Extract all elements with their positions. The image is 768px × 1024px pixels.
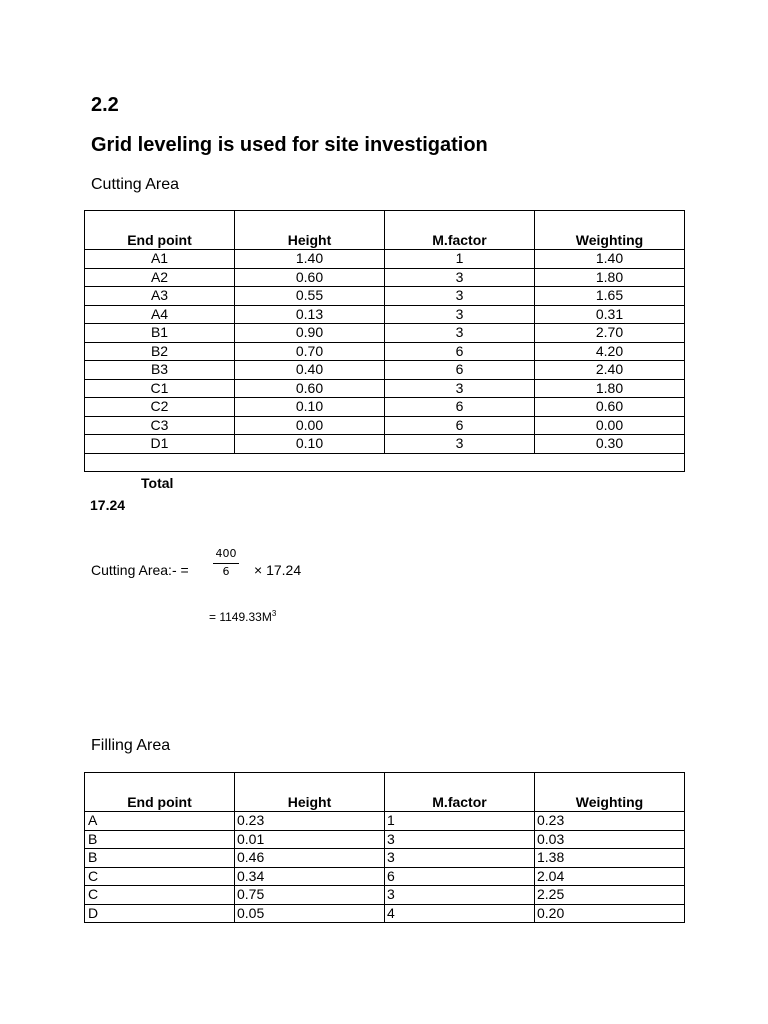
cell-height: 0.23	[235, 812, 385, 831]
column-header-end-point: End point	[85, 211, 235, 250]
cell-weighting: 1.38	[535, 849, 685, 868]
column-header-m-factor: M.factor	[385, 211, 535, 250]
cell-weighting: 0.30	[535, 435, 685, 454]
cell-weighting: 0.20	[535, 904, 685, 923]
total-label: Total	[141, 474, 174, 491]
table-row	[85, 849, 685, 868]
cell-end-point: A3	[85, 287, 235, 306]
cell-end-point: C3	[85, 416, 235, 435]
cell-m-factor: 3	[385, 305, 535, 324]
cell-end-point: D1	[85, 435, 235, 454]
cell-weighting: 2.40	[535, 361, 685, 380]
cell-weighting: 2.04	[535, 867, 685, 886]
cell-end-point: C2	[85, 398, 235, 417]
cell-m-factor: 6	[385, 867, 535, 886]
cell-weighting: 4.20	[535, 342, 685, 361]
table-row	[85, 324, 685, 343]
cutting-table-body	[85, 250, 685, 454]
filling-area-table	[84, 772, 685, 923]
table-row	[85, 886, 685, 905]
total-row	[85, 453, 685, 472]
cell-height: 0.34	[235, 867, 385, 886]
cell-weighting: 1.65	[535, 287, 685, 306]
cell-end-point: A	[85, 812, 235, 831]
table-row	[85, 305, 685, 324]
cell-weighting: 0.03	[535, 830, 685, 849]
cell-m-factor: 3	[385, 830, 535, 849]
cell-height: 0.60	[235, 379, 385, 398]
cell-weighting: 1.80	[535, 268, 685, 287]
cell-m-factor: 3	[385, 886, 535, 905]
table-row	[85, 867, 685, 886]
cell-end-point: B3	[85, 361, 235, 380]
cell-end-point: B1	[85, 324, 235, 343]
cell-height: 0.90	[235, 324, 385, 343]
cell-m-factor: 3	[385, 435, 535, 454]
cell-height: 0.10	[235, 398, 385, 417]
cell-end-point: A2	[85, 268, 235, 287]
cell-end-point: C1	[85, 379, 235, 398]
cell-end-point: B2	[85, 342, 235, 361]
cell-weighting: 2.25	[535, 886, 685, 905]
fraction-denominator: 6	[222, 565, 230, 578]
cell-weighting: 0.00	[535, 416, 685, 435]
filling-table-body	[85, 812, 685, 923]
cell-height: 0.46	[235, 849, 385, 868]
cell-height: 0.05	[235, 904, 385, 923]
column-header-weighting: Weighting	[535, 211, 685, 250]
column-header-m-factor: M.factor	[385, 773, 535, 812]
total-cell	[85, 453, 685, 513]
formula-result	[209, 609, 276, 624]
cutting-area-heading: Cutting Area	[91, 176, 180, 193]
cell-end-point: D	[85, 904, 235, 923]
fraction-bar	[213, 563, 239, 564]
cell-end-point: C	[85, 886, 235, 905]
cell-end-point: C	[85, 867, 235, 886]
cell-weighting: 1.80	[535, 379, 685, 398]
table-row	[85, 250, 685, 269]
formula-multiplier: × 17.24	[254, 562, 302, 578]
cell-height: 0.40	[235, 361, 385, 380]
table-row	[85, 268, 685, 287]
cell-weighting: 0.31	[535, 305, 685, 324]
cell-m-factor: 6	[385, 342, 535, 361]
cell-height: 0.60	[235, 268, 385, 287]
cell-m-factor: 1	[385, 812, 535, 831]
table-row	[85, 435, 685, 454]
document-heading: Grid leveling is used for site investigation	[91, 134, 488, 156]
cell-end-point: B	[85, 830, 235, 849]
cell-height: 0.10	[235, 435, 385, 454]
table-row	[85, 398, 685, 417]
table-header-row	[85, 773, 685, 812]
table-row	[85, 342, 685, 361]
cell-height: 0.70	[235, 342, 385, 361]
total-value: 17.24	[90, 496, 126, 513]
cell-m-factor: 1	[385, 250, 535, 269]
column-header-end-point: End point	[85, 773, 235, 812]
section-number: 2.2	[91, 94, 119, 116]
cell-m-factor: 6	[385, 361, 535, 380]
table-header-row	[85, 211, 685, 250]
table-row	[85, 379, 685, 398]
cutting-area-table	[84, 210, 685, 513]
cell-m-factor: 3	[385, 268, 535, 287]
cell-m-factor: 4	[385, 904, 535, 923]
cell-m-factor: 3	[385, 379, 535, 398]
cell-end-point: A1	[85, 250, 235, 269]
cell-height: 0.55	[235, 287, 385, 306]
formula-result-exponent: 3	[271, 609, 277, 618]
table-row	[85, 416, 685, 435]
cell-m-factor: 3	[385, 287, 535, 306]
cell-height: 0.13	[235, 305, 385, 324]
cell-weighting: 1.40	[535, 250, 685, 269]
cell-m-factor: 3	[385, 324, 535, 343]
fraction-numerator: 400	[215, 547, 237, 560]
cell-end-point: A4	[85, 305, 235, 324]
table-row	[85, 904, 685, 923]
column-header-weighting: Weighting	[535, 773, 685, 812]
cell-m-factor: 6	[385, 416, 535, 435]
formula-result-value: = 1149.33M	[209, 610, 272, 624]
formula-label: Cutting Area:- =	[91, 562, 189, 578]
cell-height: 0.01	[235, 830, 385, 849]
cell-height: 0.75	[235, 886, 385, 905]
table-row	[85, 830, 685, 849]
cell-m-factor: 3	[385, 849, 535, 868]
table-row	[85, 812, 685, 831]
column-header-height: Height	[235, 211, 385, 250]
cell-height: 0.00	[235, 416, 385, 435]
table-row	[85, 361, 685, 380]
filling-area-heading: Filling Area	[91, 737, 171, 754]
cell-end-point: B	[85, 849, 235, 868]
cell-m-factor: 6	[385, 398, 535, 417]
cell-height: 1.40	[235, 250, 385, 269]
cell-weighting: 0.23	[535, 812, 685, 831]
cell-weighting: 2.70	[535, 324, 685, 343]
cell-weighting: 0.60	[535, 398, 685, 417]
table-row	[85, 287, 685, 306]
column-header-height: Height	[235, 773, 385, 812]
formula-fraction	[213, 547, 239, 579]
